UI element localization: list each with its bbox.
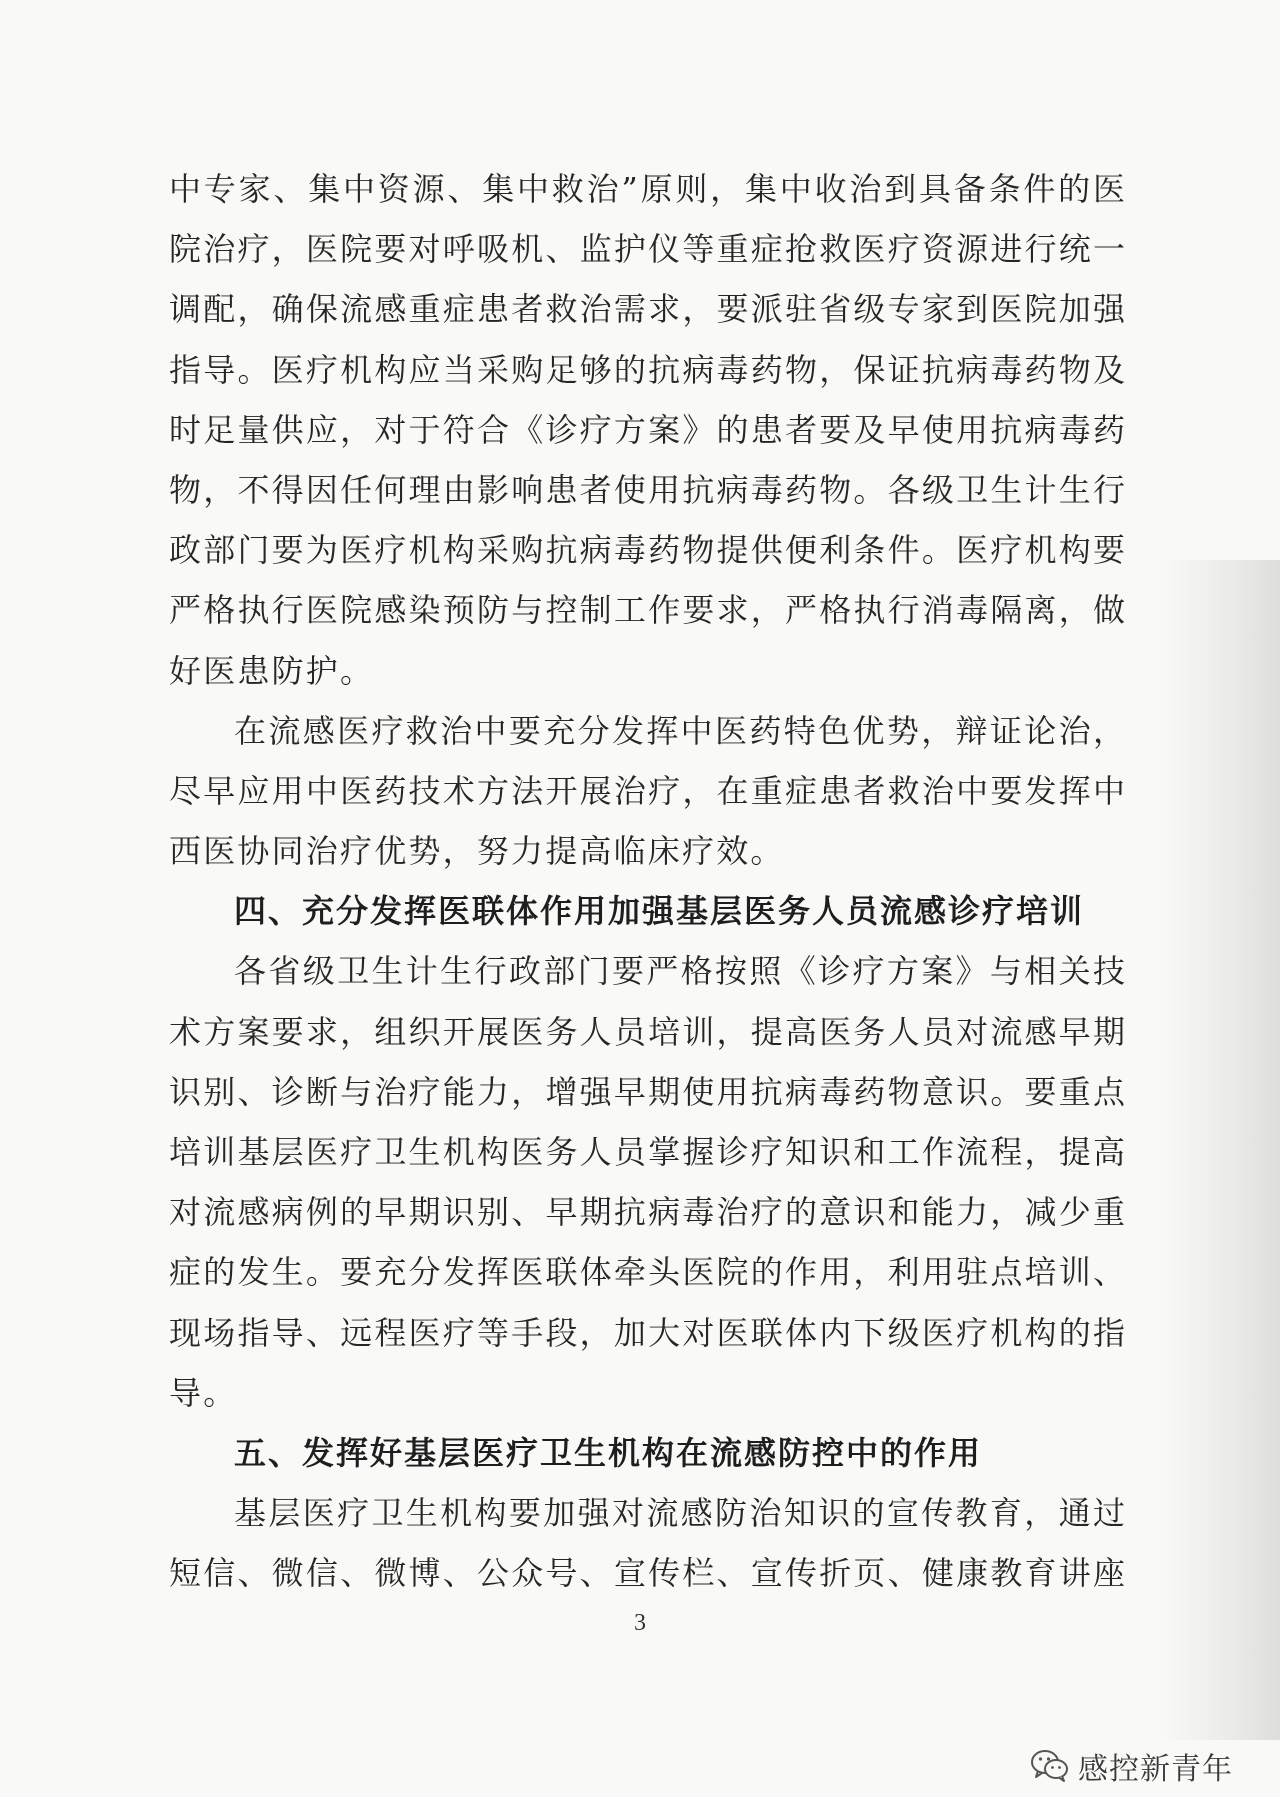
text-line: 政部门要为医疗机构采购抗病毒药物提供便利条件。医疗机构要	[169, 531, 1125, 570]
text-line: 指导。医疗机构应当采购足够的抗病毒药物，保证抗病毒药物及	[169, 350, 1125, 389]
page-number: 3	[634, 1610, 646, 1636]
text-line: 各省级卫生计生行政部门要严格按照《诊疗方案》与相关技	[234, 952, 1125, 991]
text-line: 严格执行医院感染预防与控制工作要求，严格执行消毒隔离，做	[169, 591, 1125, 630]
text-line: 培训基层医疗卫生机构医务人员掌握诊疗知识和工作流程，提高	[169, 1133, 1125, 1171]
text-line: 时足量供应，对于符合《诊疗方案》的患者要及早使用抗病毒药	[169, 410, 1125, 449]
text-line: 院治疗，医院要对呼吸机、监护仪等重症抢救医疗资源进行统一	[169, 230, 1125, 269]
text-line: 西医协同治疗优势，努力提高临床疗效。	[169, 832, 785, 871]
section-heading-4: 四、充分发挥医联体作用加强基层医务人员流感诊疗培训	[234, 892, 1085, 931]
wechat-icon	[1030, 1748, 1070, 1784]
text-line: 导。	[169, 1373, 238, 1412]
scan-shadow	[1160, 560, 1280, 1740]
text-line: 术方案要求，组织开展医务人员培训，提高医务人员对流感早期	[169, 1012, 1125, 1051]
watermark-text: 感控新青年	[1078, 1752, 1233, 1787]
text-line: 尽早应用中医药技术方法开展治疗，在重症患者救治中要发挥中	[169, 771, 1125, 810]
text-line: 物，不得因任何理由影响患者使用抗病毒药物。各级卫生计生行	[169, 470, 1125, 509]
section-heading-5: 五、发挥好基层医疗卫生机构在流感防控中的作用	[234, 1433, 983, 1472]
text-line: 症的发生。要充分发挥医联体牵头医院的作用，利用驻点培训、	[169, 1253, 1125, 1292]
text-line: 短信、微信、微博、公众号、宣传栏、宣传折页、健康教育讲座	[169, 1554, 1125, 1593]
text-line: 基层医疗卫生机构要加强对流感防治知识的宣传教育，通过	[234, 1494, 1125, 1533]
watermark	[1030, 1744, 1233, 1788]
text-line: 中专家、集中资源、集中救治”原则，集中收治到具备条件的医	[169, 170, 1125, 208]
text-line: 在流感医疗救治中要充分发挥中医药特色优势，辩证论治，	[234, 711, 1125, 750]
text-line: 识别、诊断与治疗能力，增强早期使用抗病毒药物意识。要重点	[169, 1072, 1125, 1111]
text-line: 现场指导、远程医疗等手段，加大对医联体内下级医疗机构的指	[169, 1313, 1125, 1352]
text-line: 对流感病例的早期识别、早期抗病毒治疗的意识和能力，减少重	[169, 1193, 1125, 1232]
text-line: 调配，确保流感重症患者救治需求，要派驻省级专家到医院加强	[169, 290, 1125, 329]
document-body	[169, 159, 1125, 1604]
text-line: 好医患防护。	[169, 651, 375, 690]
